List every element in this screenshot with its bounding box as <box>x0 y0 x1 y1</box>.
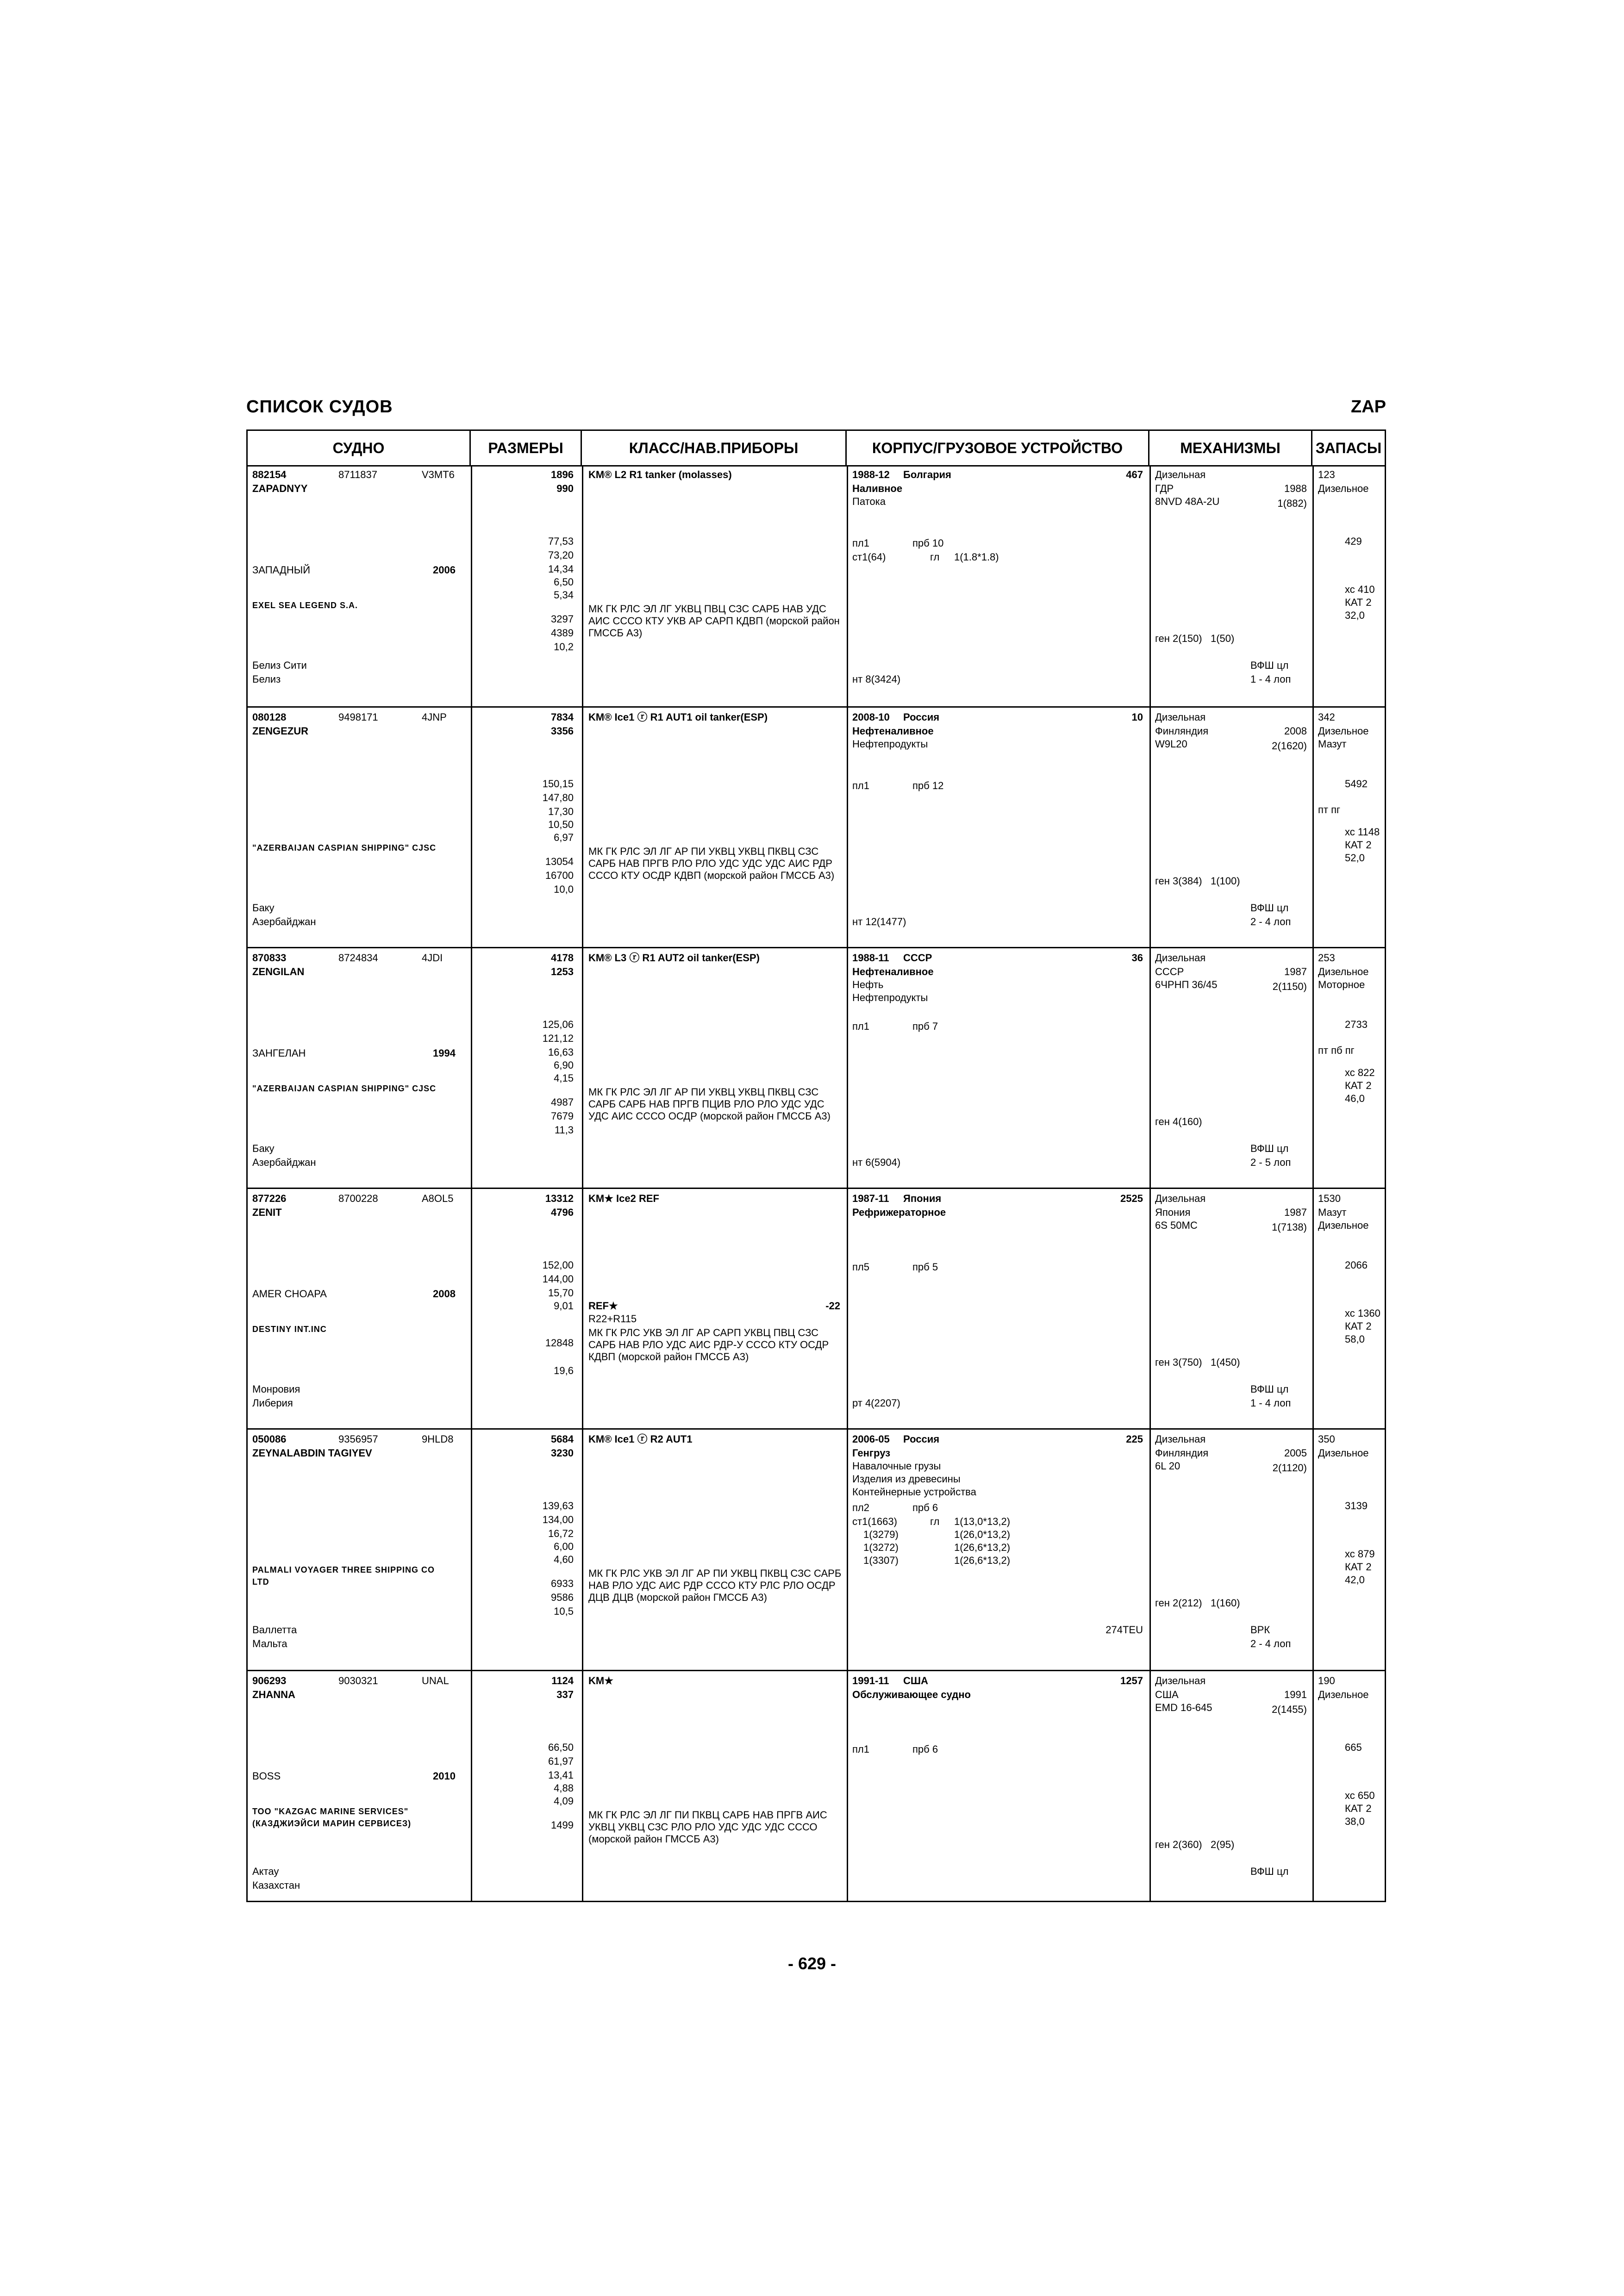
ref-class: REF★ <box>588 1300 618 1312</box>
refrigerated-capacity: хс 650 <box>1345 1790 1375 1801</box>
engine-power: 1(7138) <box>1272 1221 1307 1233</box>
aux-generators: 1(450) <box>1211 1356 1240 1368</box>
nav-equipment: МК ГК РЛС УКВ ЭЛ ЛГ АР САРП УКВЦ ПВЦ СЗС САРБ НАВ РЛО УДС АИС РДР-У СССО КТУ ОСДР КДВП (морской район ГМССБ А3) <box>588 1327 829 1363</box>
engine-model: 6S 50MC <box>1155 1220 1198 1231</box>
column-header-dimensions: РАЗМЕРЫ <box>471 431 582 465</box>
flag-country: Азербайджан <box>252 916 316 927</box>
propeller: ВФШ цл <box>1250 1866 1289 1877</box>
fuel-type-2: Моторное <box>1318 979 1365 990</box>
gross-tonnage: 1896 <box>551 469 574 480</box>
propeller-blades: 2 - 4 лоп <box>1250 916 1291 927</box>
aux-generators: 2(95) <box>1211 1839 1235 1850</box>
build-date: 2006-05 <box>852 1433 890 1445</box>
call-sign: V3MT6 <box>422 469 455 480</box>
gross-tonnage: 4178 <box>551 952 574 964</box>
ship-type: Нефтеналивное <box>852 966 934 977</box>
build-country: Россия <box>903 1433 940 1445</box>
crew: 42,0 <box>1345 1574 1365 1586</box>
owner: "AZERBAIJAN CASPIAN SHIPPING" CJSC <box>252 843 437 852</box>
teu-capacity: 274TEU <box>1106 1624 1143 1636</box>
water-capacity: 665 <box>1345 1742 1362 1753</box>
bulkheads: прб 7 <box>912 1020 938 1032</box>
yard-number: 10 <box>1131 711 1143 723</box>
net-tonnage: 3230 <box>551 1447 574 1459</box>
speed: 10,5 <box>554 1605 574 1617</box>
former-name-year: 2010 <box>433 1770 456 1782</box>
engine-country: Финляндия <box>1155 1447 1209 1459</box>
reg-number: 870833 <box>252 952 287 964</box>
call-sign: 4JDI <box>422 952 443 964</box>
class-notation: KM★ <box>588 1675 613 1686</box>
engine-type: Дизельная <box>1155 952 1206 964</box>
former-name: ЗАПАДНЫЙ <box>252 564 311 576</box>
holds: ст1(1663) <box>852 1516 897 1527</box>
former-name-year: 2008 <box>433 1288 456 1300</box>
refrigerated-capacity: хс 410 <box>1345 584 1375 595</box>
crew: 32,0 <box>1345 610 1365 621</box>
gross-tonnage: 5684 <box>551 1433 574 1445</box>
draught: 4,60 <box>554 1554 574 1565</box>
home-port: Баку <box>252 902 275 914</box>
crew: 46,0 <box>1345 1093 1365 1104</box>
hold-extra: 1(3272) <box>863 1542 899 1553</box>
class-notation: KM® L3 ⓡ R1 AUT2 oil tanker(ESP) <box>588 952 760 964</box>
flag-country: Белиз <box>252 673 281 685</box>
cargo-desc: Нефтепродукты <box>852 738 928 750</box>
gross-tonnage: 7834 <box>551 711 574 723</box>
nav-equipment: МК ГК РЛС ЭЛ ЛГ АР ПИ УКВЦ УКВЦ ПКВЦ СЗС САРБ САРБ НАВ ПРГВ ПЦИВ РЛО РЛО УДС УДС УДС АИС СССО ОСДР (морской район ГМССБ А3) <box>588 1086 831 1122</box>
crew: 52,0 <box>1345 852 1365 864</box>
cargo-desc: Нефть <box>852 979 884 990</box>
column-header-class: КЛАСС/НАВ.ПРИБОРЫ <box>582 431 847 465</box>
ship-table <box>246 429 1386 1902</box>
deadweight: 1499 <box>551 1819 574 1831</box>
ship-entry <box>248 708 1385 948</box>
category: КАТ 2 <box>1345 839 1372 851</box>
gross-tonnage: 13312 <box>545 1193 574 1204</box>
net-tonnage: 4796 <box>551 1207 574 1218</box>
call-sign: UNAL <box>422 1675 449 1686</box>
former-name: ЗАНГЕЛАН <box>252 1047 306 1059</box>
refrigerated-capacity: хс 879 <box>1345 1548 1375 1560</box>
refrigerated-capacity: хс 822 <box>1345 1067 1375 1078</box>
reg-number: 906293 <box>252 1675 287 1686</box>
home-port: Монровия <box>252 1383 300 1395</box>
imo-number: 9498171 <box>338 711 378 723</box>
call-sign: A8OL5 <box>422 1193 454 1204</box>
water-capacity: 3139 <box>1345 1500 1368 1512</box>
length-overall: 152,00 <box>542 1259 574 1271</box>
generators: ген 3(750) <box>1155 1356 1202 1368</box>
build-date: 1987-11 <box>852 1193 889 1204</box>
build-country: СССР <box>903 952 932 964</box>
flag-country: Мальта <box>252 1638 287 1649</box>
decks: пл1 <box>852 537 869 549</box>
engine-year: 1991 <box>1284 1689 1307 1700</box>
breadth: 16,72 <box>548 1528 574 1539</box>
speed: 11,3 <box>554 1124 574 1136</box>
refrigerated-capacity: хс 1360 <box>1345 1307 1380 1319</box>
class-notation: KM® Ice1 ⓡ R1 AUT1 oil tanker(ESP) <box>588 711 768 723</box>
ship-entry <box>248 1671 1385 1891</box>
aux-generators: 1(160) <box>1211 1597 1240 1609</box>
former-name: AMER CHOAPA <box>252 1288 327 1300</box>
owner: "AZERBAIJAN CASPIAN SHIPPING" CJSC <box>252 1084 437 1093</box>
displacement: 16700 <box>545 870 574 881</box>
displacement: 4389 <box>551 627 574 639</box>
length-overall: 77,53 <box>548 535 574 547</box>
category: КАТ 2 <box>1345 1320 1372 1332</box>
ship-type: Нефтеналивное <box>852 725 934 737</box>
engine-power: 1(882) <box>1277 498 1307 509</box>
reg-number: 050086 <box>252 1433 287 1445</box>
owner: PALMALI VOYAGER THREE SHIPPING CO LTD <box>252 1565 435 1587</box>
draught: 5,34 <box>554 589 574 601</box>
ship-name: ZEYNALABDIN TAGIYEV <box>252 1447 372 1459</box>
call-sign: 9HLD8 <box>422 1433 454 1445</box>
ship-name: ZAPADNYY <box>252 483 308 494</box>
build-country: Россия <box>903 711 940 723</box>
ship-type: Обслуживающее судно <box>852 1689 971 1700</box>
owner: EXEL SEA LEGEND S.A. <box>252 601 358 610</box>
ref-temperature: -22 <box>825 1300 840 1312</box>
engine-year: 2008 <box>1284 725 1307 737</box>
refrigerated-capacity: хс 1148 <box>1345 826 1380 838</box>
cargo-desc: Патока <box>852 496 886 507</box>
fuel-type: Мазут <box>1318 1207 1347 1218</box>
category: КАТ 2 <box>1345 1803 1372 1814</box>
decks: пл1 <box>852 1020 869 1032</box>
speed: 10,2 <box>554 641 574 653</box>
fuel-capacity: 123 <box>1318 469 1335 480</box>
bulkheads: прб 12 <box>912 780 944 791</box>
cargo-desc: Навалочные грузы <box>852 1460 941 1472</box>
deadweight: 13054 <box>545 856 574 867</box>
imo-number: 8724834 <box>338 952 378 964</box>
water-capacity: 2066 <box>1345 1259 1368 1271</box>
imo-number: 8711837 <box>338 469 378 480</box>
displacement: 7679 <box>551 1110 574 1122</box>
hatch-size: 1(13,0*13,2) <box>954 1516 1011 1527</box>
tanks: нт 8(3424) <box>852 673 901 685</box>
fire-systems: пт пг <box>1318 804 1341 815</box>
ship-entry <box>248 948 1385 1189</box>
net-tonnage: 990 <box>556 483 574 494</box>
home-port: Актау <box>252 1866 279 1877</box>
build-date: 2008-10 <box>852 711 890 723</box>
ship-name: ZENGILAN <box>252 966 305 977</box>
speed: 19,6 <box>554 1365 574 1376</box>
generators: ген 2(360) <box>1155 1839 1202 1850</box>
hatch-extra: 1(26,6*13,2) <box>954 1555 1011 1566</box>
decks: пл1 <box>852 780 869 791</box>
draught: 4,09 <box>554 1795 574 1807</box>
category: КАТ 2 <box>1345 1561 1372 1573</box>
cargo-desc: Изделия из древесины <box>852 1473 961 1485</box>
build-country: Япония <box>903 1193 942 1204</box>
table-header <box>248 431 1385 467</box>
column-header-stores: ЗАПАСЫ <box>1315 440 1382 456</box>
crew: 38,0 <box>1345 1816 1365 1827</box>
propeller: ВФШ цл <box>1250 902 1289 914</box>
engine-country: США <box>1155 1689 1179 1700</box>
net-tonnage: 3356 <box>551 725 574 737</box>
nav-equipment: МК ГК РЛС ЭЛ ЛГ УКВЦ ПВЦ СЗС САРБ НАВ УДС АИС СССО КТУ УКВ АР САРП КДВП (морской район ГМССБ А3) <box>588 603 840 639</box>
home-port: Валлетта <box>252 1624 297 1636</box>
depth: 10,50 <box>548 819 574 830</box>
flag-country: Либерия <box>252 1397 293 1409</box>
imo-number: 9356957 <box>338 1433 378 1445</box>
displacement: 9586 <box>551 1592 574 1603</box>
depth: 6,50 <box>554 576 574 588</box>
reg-number: 080128 <box>252 711 287 723</box>
propeller: ВФШ цл <box>1250 1143 1289 1154</box>
build-date: 1991-11 <box>852 1675 889 1686</box>
build-date: 1988-11 <box>852 952 889 964</box>
draught: 4,15 <box>554 1072 574 1084</box>
gross-tonnage: 1124 <box>551 1675 574 1686</box>
net-tonnage: 337 <box>556 1689 574 1700</box>
holds: ст1(64) <box>852 551 886 563</box>
deadweight: 4987 <box>551 1096 574 1108</box>
engine-model: 6L 20 <box>1155 1460 1181 1472</box>
propeller-blades: 2 - 4 лоп <box>1250 1638 1291 1649</box>
imo-number: 8700228 <box>338 1193 378 1204</box>
length-overall: 139,63 <box>542 1500 574 1512</box>
propeller: ВФШ цл <box>1250 1383 1289 1395</box>
engine-country: ГДР <box>1155 483 1174 494</box>
page-title: СПИСОК СУДОВ <box>246 397 393 417</box>
owner: DESTINY INT.INC <box>252 1325 327 1334</box>
breadth: 17,30 <box>548 806 574 817</box>
engine-year: 1988 <box>1284 483 1307 494</box>
yard-number: 36 <box>1131 952 1143 964</box>
tanks: рт 4(2207) <box>852 1397 900 1409</box>
former-name-year: 1994 <box>433 1047 456 1059</box>
reg-number: 877226 <box>252 1193 287 1204</box>
deadweight: 6933 <box>551 1578 574 1589</box>
fuel-type: Дизельное <box>1318 483 1369 494</box>
engine-type: Дизельная <box>1155 1433 1206 1445</box>
fire-systems: пт пб пг <box>1318 1045 1355 1056</box>
propeller: ВРК <box>1250 1624 1270 1636</box>
ship-entry <box>248 1430 1385 1671</box>
fuel-type: Дизельное <box>1318 1689 1369 1700</box>
draught: 6,97 <box>554 832 574 843</box>
hold-extra: 1(3307) <box>863 1555 899 1566</box>
yard-number: 225 <box>1126 1433 1143 1445</box>
propeller-blades: 1 - 4 лоп <box>1250 673 1291 685</box>
depth: 6,00 <box>554 1541 574 1552</box>
fuel-capacity: 1530 <box>1318 1193 1341 1204</box>
length-bp: 73,20 <box>548 549 574 561</box>
column-header-vessel: СУДНО <box>248 431 471 465</box>
length-bp: 121,12 <box>542 1033 574 1044</box>
deadweight: 3297 <box>551 613 574 625</box>
fuel-type: Дизельное <box>1318 725 1369 737</box>
fuel-capacity: 253 <box>1318 952 1335 964</box>
water-capacity: 5492 <box>1345 778 1368 790</box>
hold-extra: 1(3279) <box>863 1529 899 1540</box>
length-overall: 150,15 <box>542 778 574 790</box>
breadth: 16,63 <box>548 1046 574 1058</box>
fuel-type-2: Дизельное <box>1318 1220 1369 1231</box>
depth: 6,90 <box>554 1059 574 1071</box>
bulkheads: прб 10 <box>912 537 944 549</box>
build-country: Болгария <box>903 469 951 480</box>
ship-name: ZHANNA <box>252 1689 295 1700</box>
fuel-capacity: 350 <box>1318 1433 1335 1445</box>
bulkheads: прб 5 <box>912 1261 938 1273</box>
fuel-capacity: 190 <box>1318 1675 1335 1686</box>
column-header-machinery: МЕХАНИЗМЫ <box>1149 431 1312 465</box>
yard-number: 467 <box>1126 469 1143 480</box>
propeller: ВФШ цл <box>1250 660 1289 671</box>
hatch-label: гл <box>930 551 940 563</box>
water-capacity: 2733 <box>1345 1019 1368 1030</box>
flag-country: Азербайджан <box>252 1157 316 1168</box>
ship-type: Генгруз <box>852 1447 891 1459</box>
engine-model: W9L20 <box>1155 738 1187 750</box>
aux-generators: 1(50) <box>1211 633 1235 644</box>
nav-equipment: МК ГК РЛС ЭЛ ЛГ ПИ ПКВЦ САРБ НАВ ПРГВ АИС УКВЦ УКВЦ СЗС РЛО РЛО УДС УДС УДС СССО (морской район ГМССБ А3) <box>588 1809 827 1845</box>
ship-entry <box>248 1189 1385 1430</box>
engine-country: Япония <box>1155 1207 1191 1218</box>
decks: пл1 <box>852 1743 869 1755</box>
fuel-type-2: Мазут <box>1318 738 1347 750</box>
fuel-type: Дизельное <box>1318 1447 1369 1459</box>
breadth: 15,70 <box>548 1287 574 1299</box>
bulkheads: прб 6 <box>912 1743 938 1755</box>
engine-power: 2(1150) <box>1272 981 1307 992</box>
engine-model: 6ЧРНП 36/45 <box>1155 979 1218 990</box>
home-port: Белиз Сити <box>252 660 307 671</box>
former-name-year: 2006 <box>433 564 456 576</box>
class-notation: KM★ Ice2 REF <box>588 1193 659 1204</box>
length-bp: 147,80 <box>542 792 574 803</box>
refrigerant: R22+R115 <box>588 1313 637 1325</box>
page-header <box>246 397 1386 420</box>
yard-number: 2525 <box>1120 1193 1143 1204</box>
speed: 10,0 <box>554 884 574 895</box>
generators: ген 3(384) <box>1155 875 1202 887</box>
ship-type: Наливное <box>852 483 903 494</box>
hatch-label: гл <box>930 1516 940 1527</box>
engine-year: 1987 <box>1284 1207 1307 1218</box>
column-header-hull: КОРПУС/ГРУЗОВОЕ УСТРОЙСТВО <box>847 431 1149 465</box>
category: КАТ 2 <box>1345 597 1372 608</box>
class-notation: KM® Ice1 ⓡ R2 AUT1 <box>588 1433 693 1445</box>
propeller-blades: 2 - 5 лоп <box>1250 1157 1291 1168</box>
former-name: BOSS <box>252 1770 281 1782</box>
engine-year: 1987 <box>1284 966 1307 977</box>
length-bp: 61,97 <box>548 1755 574 1767</box>
build-country: США <box>903 1675 928 1686</box>
engine-model: 8NVD 48A-2U <box>1155 496 1220 507</box>
nav-equipment: МК ГК РЛС ЭЛ ЛГ АР ПИ УКВЦ УКВЦ ПКВЦ СЗС САРБ НАВ ПРГВ РЛО РЛО УДС УДС УДС АИС РДР СССО КТУ ОСДР КДВП (морской район ГМССБ А3) <box>588 846 835 881</box>
crew: 58,0 <box>1345 1333 1365 1345</box>
section-code: ZAP <box>1351 397 1386 417</box>
tanks: нт 6(5904) <box>852 1157 901 1168</box>
engine-type: Дизельная <box>1155 1193 1206 1204</box>
ship-entry <box>248 465 1385 708</box>
depth: 9,01 <box>554 1300 574 1312</box>
deadweight: 12848 <box>545 1337 574 1349</box>
engine-model: EMD 16-645 <box>1155 1702 1212 1713</box>
cargo-desc: Контейнерные устройства <box>852 1486 976 1498</box>
generators: ген 4(160) <box>1155 1116 1202 1127</box>
flag-country: Казахстан <box>252 1879 300 1891</box>
engine-power: 2(1120) <box>1272 1462 1307 1474</box>
hatch-extra: 1(26,6*13,2) <box>954 1542 1011 1553</box>
length-overall: 66,50 <box>548 1742 574 1753</box>
owner: ТОО "KAZGAC MARINE SERVICES" (КАЗДЖИЭЙСИ МАРИН СЕРВИСЕЗ) <box>252 1807 412 1828</box>
engine-type: Дизельная <box>1155 711 1206 723</box>
build-date: 1988-12 <box>852 469 890 480</box>
decks: пл5 <box>852 1261 869 1273</box>
cargo-desc: Нефтепродукты <box>852 992 928 1003</box>
bulkheads: прб 6 <box>912 1502 938 1513</box>
page-number: - 629 - <box>787 1954 837 1973</box>
home-port: Баку <box>252 1143 275 1154</box>
engine-type: Дизельная <box>1155 1675 1206 1686</box>
decks: пл2 <box>852 1502 869 1513</box>
length-bp: 144,00 <box>542 1273 574 1285</box>
imo-number: 9030321 <box>338 1675 378 1686</box>
generators: ген 2(212) <box>1155 1597 1202 1609</box>
breadth: 14,34 <box>548 563 574 575</box>
yard-number: 1257 <box>1120 1675 1143 1686</box>
breadth: 13,41 <box>548 1769 574 1781</box>
class-notation: KM® L2 R1 tanker (molasses) <box>588 469 732 480</box>
ship-type: Рефрижераторное <box>852 1207 946 1218</box>
engine-country: Финляндия <box>1155 725 1209 737</box>
ship-name: ZENGEZUR <box>252 725 308 737</box>
call-sign: 4JNP <box>422 711 447 723</box>
engine-year: 2005 <box>1284 1447 1307 1459</box>
water-capacity: 429 <box>1345 535 1362 547</box>
engine-power: 2(1620) <box>1272 740 1307 752</box>
fuel-capacity: 342 <box>1318 711 1335 723</box>
generators: ген 2(150) <box>1155 633 1202 644</box>
net-tonnage: 1253 <box>551 966 574 977</box>
aux-generators: 1(100) <box>1211 875 1240 887</box>
ship-name: ZENIT <box>252 1207 282 1218</box>
engine-power: 2(1455) <box>1272 1704 1307 1715</box>
engine-country: СССР <box>1155 966 1184 977</box>
tanks: нт 12(1477) <box>852 916 906 927</box>
category: КАТ 2 <box>1345 1080 1372 1091</box>
depth: 4,88 <box>554 1782 574 1794</box>
length-overall: 125,06 <box>542 1019 574 1030</box>
propeller-blades: 1 - 4 лоп <box>1250 1397 1291 1409</box>
hatch-extra: 1(26,0*13,2) <box>954 1529 1011 1540</box>
reg-number: 882154 <box>252 469 287 480</box>
engine-type: Дизельная <box>1155 469 1206 480</box>
nav-equipment: МК ГК РЛС УКВ ЭЛ ЛГ АР ПИ УКВЦ ПКВЦ СЗС САРБ НАВ РЛО УДС АИС РДР СССО КТУ РЛС РЛО ОСДР ДЦВ ДЦВ (морской район ГМССБ А3) <box>588 1568 842 1603</box>
hatch-size: 1(1.8*1.8) <box>954 551 999 563</box>
length-bp: 134,00 <box>542 1514 574 1525</box>
fuel-type: Дизельное <box>1318 966 1369 977</box>
